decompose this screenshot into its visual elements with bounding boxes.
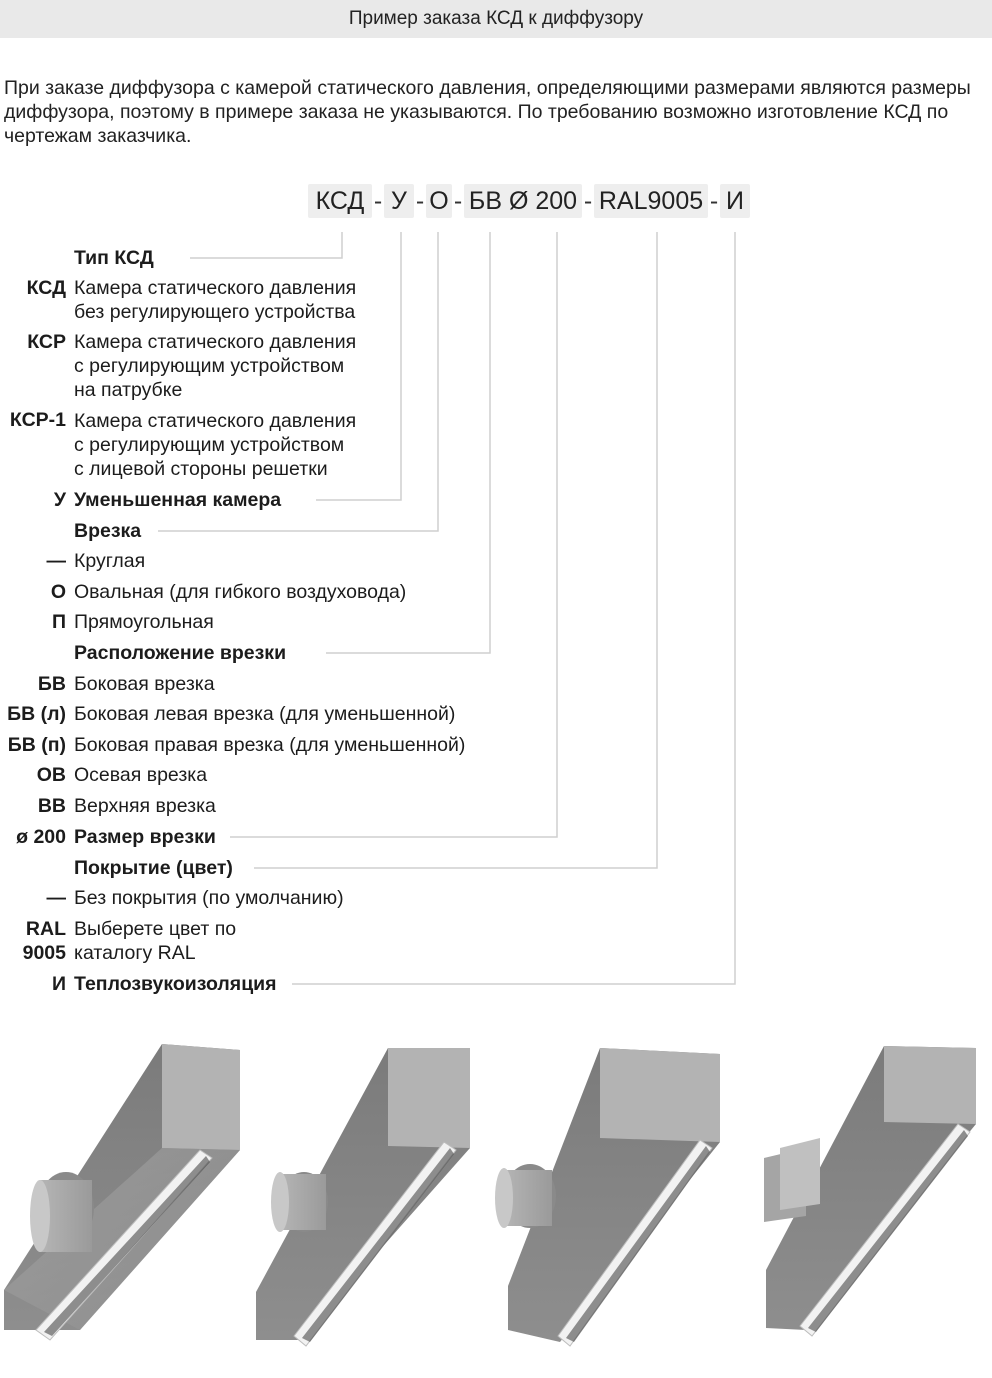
legend-key: БВ (п) [7, 734, 66, 756]
legend-key: RAL [25, 918, 66, 940]
code-separator: - [709, 187, 719, 215]
legend-desc: Овальная (для гибкого воздуховода) [74, 581, 407, 603]
legend-key: КСР-1 [9, 409, 66, 431]
legend-key: 9005 [22, 942, 66, 964]
legend-key: ОВ [36, 764, 66, 786]
legend-heading-position: Расположение врезки [74, 642, 287, 664]
legend-desc: Боковая врезка [74, 673, 215, 695]
legend-desc: Верхняя врезка [74, 795, 216, 817]
legend-desc: Камера статического давления [74, 331, 357, 353]
legend-key: У [53, 489, 66, 511]
intro-paragraph: При заказе диффузора с камерой статического давления, определяющими размерами являются размеры диффузора, поэтому в примере заказа не указываются. По требованию возможно изготовление КСД по чертежам заказчика. [4, 77, 971, 147]
legend-key: П [51, 611, 66, 633]
connector-type [190, 232, 342, 258]
code-part-cut: О [426, 184, 452, 218]
legend-desc: с лицевой стороны решетки [74, 458, 328, 480]
code-part-insulation: И [720, 184, 750, 218]
legend-heading-insulation: Теплозвукоизоляция [74, 973, 277, 995]
legend-key: — [46, 550, 66, 572]
legend-heading-size: Размер врезки [74, 826, 216, 848]
connector-insulation [292, 232, 735, 984]
legend-key: ø 200 [16, 826, 66, 848]
diffuser-reduced-round-icon [256, 1048, 470, 1346]
legend-desc: без регулирующего устройства [74, 301, 356, 323]
legend-key: И [51, 973, 66, 995]
diffuser-round-angled-icon [495, 1048, 720, 1346]
code-part-reduced: У [384, 184, 414, 218]
diffuser-illustrations [0, 1030, 992, 1350]
code-part-color: RAL9005 [594, 184, 708, 218]
legend-heading-cut: Врезка [74, 520, 142, 542]
legend-desc: Осевая врезка [74, 764, 208, 786]
legend-key: КСР [27, 331, 66, 353]
legend-desc: Выберете цвет по [74, 918, 237, 940]
legend-desc: Боковая левая врезка (для уменьшенной) [74, 703, 456, 725]
legend-key: КСД [26, 277, 66, 299]
legend-heading-reduced: Уменьшенная камера [74, 489, 282, 511]
legend-desc: на патрубке [74, 379, 183, 401]
legend-heading-type: Тип КСД [74, 247, 154, 269]
page-title: Пример заказа КСД к диффузору [348, 8, 644, 29]
legend-desc: с регулирующим устройством [74, 434, 345, 456]
diffuser-rect-inlet-icon [764, 1046, 976, 1336]
legend-key: — [46, 887, 66, 909]
diffuser-side-round-icon [4, 1044, 240, 1340]
legend-desc: с регулирующим устройством [74, 355, 345, 377]
legend-heading-color: Покрытие (цвет) [74, 857, 233, 879]
code-part-position-size: БВ Ø 200 [464, 184, 582, 218]
legend-key: О [50, 581, 66, 603]
legend-desc: Прямоугольная [74, 611, 214, 633]
connector-color [254, 232, 657, 868]
code-separator: - [373, 187, 383, 215]
legend-desc: Круглая [74, 550, 146, 572]
code-separator: - [415, 187, 425, 215]
legend-key: БВ [37, 673, 66, 695]
legend-desc: Без покрытия (по умолчанию) [74, 887, 344, 909]
legend-desc: Боковая правая врезка (для уменьшенной) [74, 734, 466, 756]
legend-desc: Камера статического давления [74, 277, 357, 299]
legend-desc: Камера статического давления [74, 410, 357, 432]
legend-key: ВВ [37, 795, 66, 817]
legend-key: БВ (л) [7, 703, 66, 725]
code-part-type: КСД [308, 184, 372, 218]
code-separator: - [583, 187, 593, 215]
legend-desc: каталогу RAL [74, 942, 196, 964]
code-separator: - [453, 187, 463, 215]
